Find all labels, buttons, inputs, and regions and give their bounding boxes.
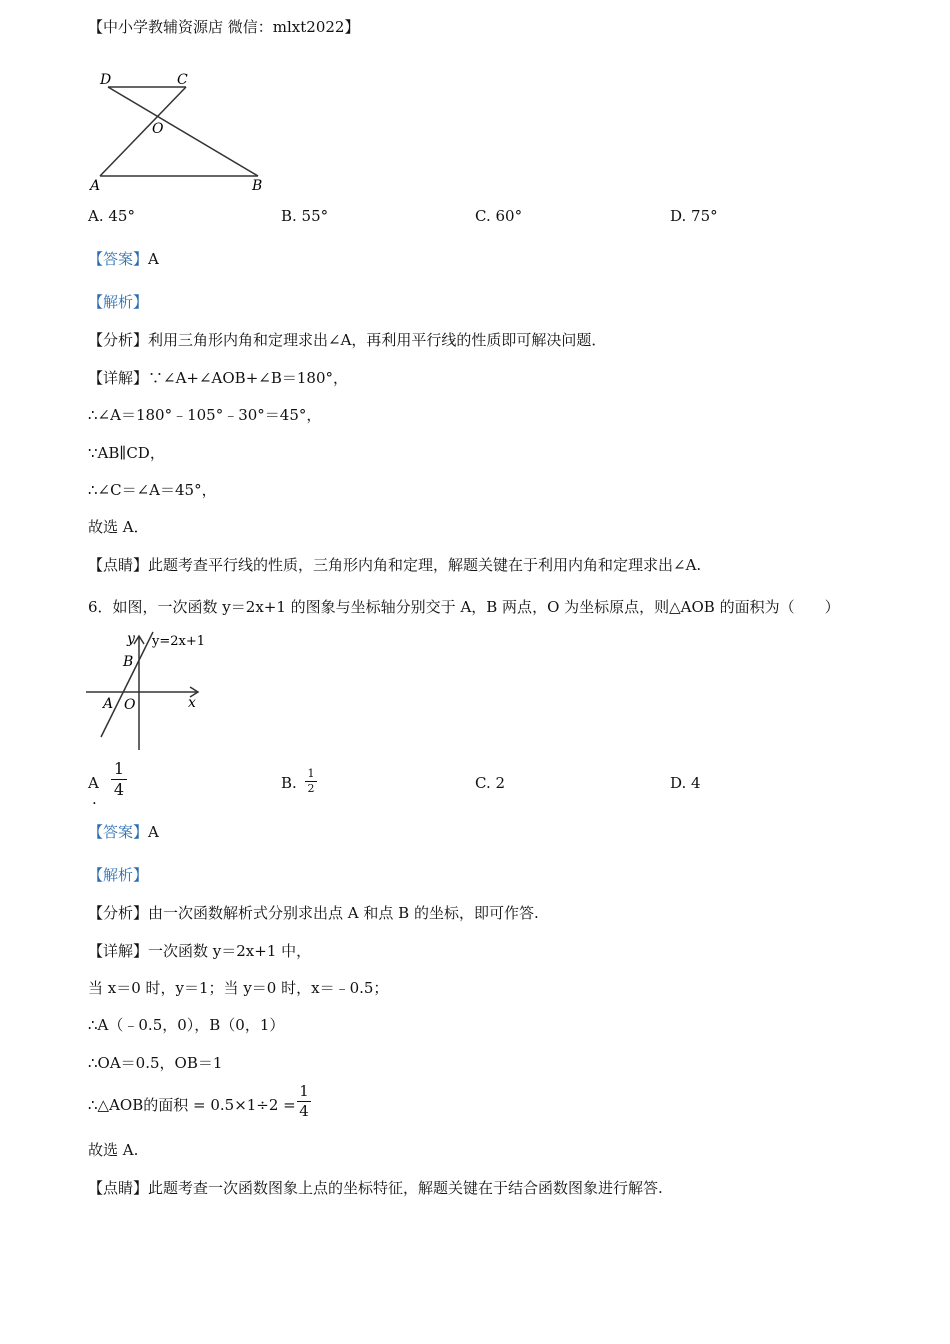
q5-line-4: ∴∠C＝∠A＝45°， <box>88 481 217 499</box>
q6-option-a-prefix: A <box>88 774 99 792</box>
label-b: B <box>252 178 263 194</box>
label-a: A <box>103 696 114 712</box>
label-x: x <box>188 695 196 711</box>
q6-analysis-tag: 【解析】 <box>88 866 149 884</box>
q6-option-a-den: 4 <box>113 780 125 799</box>
q5-figure <box>86 66 276 194</box>
q6-stem: 6．如图，一次函数 y＝2x+1 的图象与坐标轴分别交于 A，B 两点，O 为坐标原点，则△AOB 的面积为（ ） <box>88 598 840 616</box>
label-y: y <box>127 631 135 647</box>
q5-option-c: C. 60° <box>475 207 523 225</box>
label-o: O <box>152 121 164 137</box>
q5-line-1: ∵∠A+∠AOB+∠B＝180°， <box>148 369 348 387</box>
q5-dianjing <box>88 556 701 574</box>
function-line <box>101 632 153 737</box>
q6-fenxi <box>88 904 539 922</box>
q6-option-a-num: 1 <box>113 759 125 778</box>
q5-xiangjie <box>88 369 348 387</box>
q6-line-5-den: 4 <box>299 1102 309 1120</box>
q5-line-3: ∵AB∥CD， <box>88 444 165 462</box>
q5-dianjing-tag: 【点睛】 <box>88 556 149 574</box>
q5-option-b: B. 55° <box>281 207 329 225</box>
q6-answer-line <box>88 823 159 841</box>
q6-fenxi-text: 由一次函数解析式分别求出点 A 和点 B 的坐标，即可作答. <box>148 904 539 922</box>
label-c: C <box>177 72 188 88</box>
q6-option-b-den: 2 <box>307 782 315 795</box>
q6-figure <box>84 628 214 754</box>
q6-option-b-prefix: B. <box>281 774 297 792</box>
q6-line-5-fraction <box>297 1083 311 1120</box>
q6-option-d: D. 4 <box>670 774 701 792</box>
q5-answer-line <box>88 250 159 268</box>
q6-fenxi-tag: 【分析】 <box>88 904 149 922</box>
q6-answer: A <box>148 823 159 841</box>
q6-line-6: 故选 A. <box>88 1141 139 1159</box>
q5-fenxi-tag: 【分析】 <box>88 331 149 349</box>
q6-dianjing-text: 此题考查一次函数图象上点的坐标特征，解题关键在于结合函数图象进行解答. <box>148 1179 663 1197</box>
q5-dianjing-text: 此题考查平行线的性质，三角形内角和定理，解题关键在于利用内角和定理求出∠A. <box>148 556 702 574</box>
q6-option-b-fraction <box>305 768 317 795</box>
q6-line-1: 一次函数 y＝2x+1 中， <box>148 942 312 960</box>
label-eq: y=2x+1 <box>152 634 206 649</box>
label-d: D <box>100 72 112 88</box>
q6-line-5: ∴△AOB的面积 = 0.5×1÷2 = <box>88 1096 296 1114</box>
q6-option-b-num: 1 <box>307 767 315 780</box>
q5-xiangjie-tag: 【详解】 <box>88 369 149 387</box>
q6-option-c: C. 2 <box>475 774 506 792</box>
q5-answer: A <box>148 250 159 268</box>
q6-line-4: ∴OA＝0.5，OB＝1 <box>88 1054 223 1072</box>
line-d-b <box>108 87 258 176</box>
line-cod-a <box>100 87 186 176</box>
q6-answer-tag: 【答案】 <box>88 823 149 841</box>
q5-line-2: ∴∠A＝180°﹣105°﹣30°＝45°， <box>88 406 322 424</box>
q6-dianjing <box>88 1179 663 1197</box>
q5-analysis-tag: 【解析】 <box>88 293 149 311</box>
q6-option-a-dot: . <box>92 790 97 808</box>
q6-option-a-fraction <box>111 760 127 799</box>
q6-xiangjie-tag: 【详解】 <box>88 942 149 960</box>
q6-dianjing-tag: 【点睛】 <box>88 1179 149 1197</box>
q5-fenxi <box>88 331 606 349</box>
q5-answer-tag: 【答案】 <box>88 250 149 268</box>
q6-xiangjie <box>88 942 311 960</box>
q5-line-5: 故选 A． <box>88 518 149 536</box>
q6-line-2: 当 x＝0 时，y＝1；当 y＝0 时，x＝﹣0.5； <box>88 979 389 997</box>
q5-fenxi-text: 利用三角形内角和定理求出∠A，再利用平行线的性质即可解决问题． <box>148 331 607 349</box>
q6-line-5-num: 1 <box>299 1082 309 1100</box>
q5-option-d: D. 75° <box>670 207 718 225</box>
label-o: O <box>124 697 136 713</box>
header-watermark: 【中小学教辅资源店 微信：mlxt2022】 <box>88 18 360 36</box>
label-b: B <box>123 654 134 670</box>
q5-option-a: A. 45° <box>88 207 135 225</box>
label-a: A <box>90 178 101 194</box>
q6-line-3: ∴A（﹣0.5，0），B（0，1） <box>88 1016 285 1034</box>
